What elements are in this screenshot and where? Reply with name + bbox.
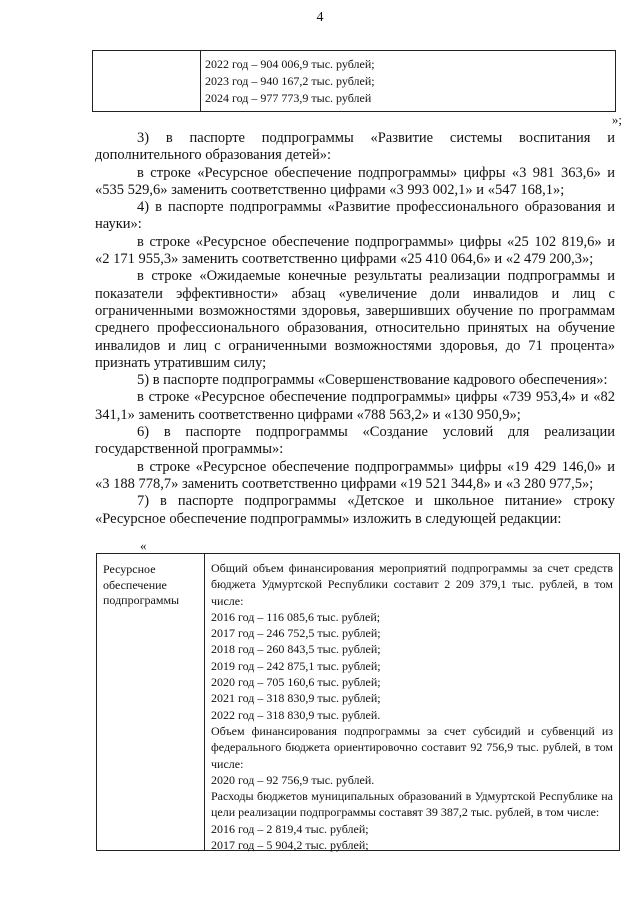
paragraph-resource-change: в строке «Ресурсное обеспечение подпрограммы» цифры «19 429 146,0» и «3 188 778,7» заменить соответственно цифрами «19 521 344,8» и «3 280 977,5»;: [95, 458, 615, 492]
paragraph-item-5: 5) в паспорте подпрограммы «Совершенствование кадрового обеспечения»:: [137, 372, 608, 389]
top-table-label-cell: [93, 51, 201, 111]
table-line: Общий объем финансирования мероприятий подпрограммы за счет средств бюджета Удмуртской Республики составит 2 209 379,1 тыс. рублей, в том числе:: [211, 561, 613, 608]
opening-quote: «: [140, 538, 147, 553]
paragraph-item-3: 3) в паспорте подпрограммы «Развитие системы воспитания и дополнительного образования детей»:: [95, 130, 615, 164]
closing-quote: »;: [611, 112, 622, 127]
paragraph-item-6: 6) в паспорте подпрограммы «Создание условий для реализации государственной программы»:: [95, 424, 615, 458]
table-line: 2020 год – 705 160,6 тыс. рублей;: [211, 675, 381, 690]
table-line: 2017 год – 5 904,2 тыс. рублей;: [211, 838, 369, 853]
table-line: 2016 год – 2 819,4 тыс. рублей;: [211, 821, 369, 836]
paragraph-resource-change: в строке «Ресурсное обеспечение подпрограммы» цифры «3 981 363,6» и «535 529,6» заменить соответственно цифрами «3 993 002,1» и «547 168,1»;: [95, 164, 615, 198]
top-table-value-cell: [205, 56, 605, 107]
paragraph-item-4: 4) в паспорте подпрограммы «Развитие профессионального образования и науки»:: [95, 199, 615, 233]
table-line: Расходы бюджетов муниципальных образований в Удмуртской Республике на цели реализации подпрограммы составят 39 387,2 тыс. рублей, в том числе:: [211, 789, 613, 820]
top-table: [92, 50, 616, 112]
top-table-line: 2024 год – 977 773,9 тыс. рублей: [205, 91, 372, 105]
paragraph-resource-change: в строке «Ресурсное обеспечение подпрограммы» цифры «739 953,4» и «82 341,1» заменить соответственно цифрами «788 563,2» и «130 950,9»;: [95, 389, 615, 423]
paragraph-resource-change: в строке «Ресурсное обеспечение подпрограммы» цифры «25 102 819,6» и «2 171 955,3» заменить соответственно цифрами «25 410 064,6» и «2 479 200,3»;: [95, 233, 615, 268]
table-line: Объем финансирования подпрограммы за счет субсидий и субвенций из федерального бюджета ориентировочно составит 92 756,9 тыс. рублей, в том числе:: [211, 723, 613, 771]
table-line: 2020 год – 92 756,9 тыс. рублей.: [211, 772, 375, 787]
table-line: 2019 год – 242 875,1 тыс. рублей;: [211, 658, 381, 673]
table-line: 2022 год – 318 830,9 тыс. рублей.: [211, 707, 381, 722]
document-body: [95, 130, 615, 528]
page-number: 4: [316, 10, 324, 25]
table-line: 2021 год – 318 830,9 тыс. рублей;: [211, 691, 381, 706]
table-line: 2017 год – 246 752,5 тыс. рублей;: [211, 626, 381, 641]
resource-table: [96, 553, 620, 851]
resource-table-label: Ресурсное обеспечение подпрограммы: [97, 554, 205, 850]
top-table-line: 2023 год – 940 167,2 тыс. рублей;: [205, 74, 375, 88]
resource-table-values: [211, 560, 613, 853]
paragraph-item-7: 7) в паспорте подпрограммы «Детское и школьное питание» строку «Ресурсное обеспечение подпрограммы» изложить в следующей редакции:: [95, 493, 615, 527]
top-table-line: 2022 год – 904 006,9 тыс. рублей;: [205, 57, 375, 71]
table-line: 2018 год – 260 843,5 тыс. рублей;: [211, 642, 381, 657]
paragraph-expected-results: в строке «Ожидаемые конечные результаты реализации подпрограммы и показатели эффективности» абзац «увеличение доли инвалидов и лиц с ограниченными возможностями здоровья, завершивших обучение по программам среднего профессионального образования, относительно принятых на обучение инвалидов и лиц с ограниченными возможностями здоровья, до 71 процента» признать утратившим силу;: [95, 268, 615, 371]
table-line: 2016 год – 116 085,6 тыс. рублей;: [211, 609, 381, 624]
